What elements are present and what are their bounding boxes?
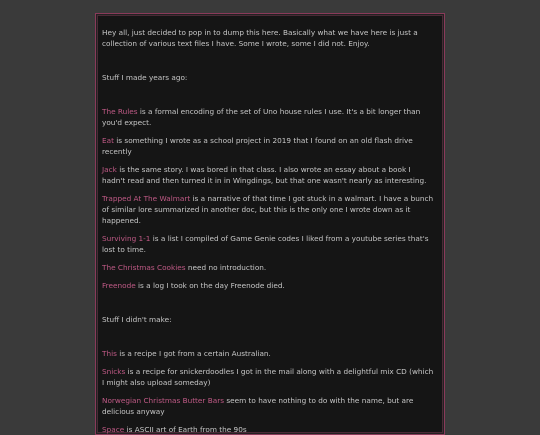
item-description: is ASCII art of Earth from the 90s bbox=[124, 425, 247, 434]
link-space[interactable]: Space bbox=[102, 425, 125, 434]
list-item bbox=[102, 135, 436, 157]
link-the-christmas-cookies[interactable]: The Christmas Cookies bbox=[102, 263, 186, 272]
item-description: is a recipe I got from a certain Australian. bbox=[116, 349, 271, 358]
intro-paragraph: Hey all, just decided to pop in to dump this here. Basically what we have here is just a collection of various text files I have. Some I wrote, some I did not. Enjoy. bbox=[102, 28, 418, 48]
item-description: is a formal encoding of the set of Uno house rules I use. It's a bit longer than you'd expect. bbox=[102, 107, 421, 127]
item-description: is a log I took on the day Freenode died. bbox=[135, 281, 285, 290]
item-description: seem to have nothing to do with the name, but are delicious anyway bbox=[102, 396, 414, 416]
list-item bbox=[102, 424, 436, 435]
list-item bbox=[102, 395, 436, 417]
list-item bbox=[102, 366, 436, 388]
link-surviving-1-1[interactable]: Surviving 1-1 bbox=[102, 234, 151, 243]
item-description: need no introduction. bbox=[185, 263, 267, 272]
link-snicks[interactable]: Snicks bbox=[102, 367, 126, 376]
link-jack[interactable]: Jack bbox=[102, 165, 117, 174]
list-item bbox=[102, 348, 436, 359]
item-description: is the same story. I was bored in that class. I also wrote an essay about a book I hadn't read and then turned it in in Wingdings, but that one wasn't nearly as interesting. bbox=[102, 165, 427, 185]
section-heading-mine: Stuff I made years ago: bbox=[102, 73, 188, 82]
link-norwegian-christmas-butter-bars[interactable]: Norwegian Christmas Butter Bars bbox=[102, 396, 225, 405]
list-item bbox=[102, 262, 436, 273]
list-item bbox=[102, 193, 436, 226]
item-description: is a recipe for snickerdoodles I got in the mail along with a delightful mix CD (which I might also upload someday) bbox=[102, 367, 434, 387]
item-description: is a narrative of that time I got stuck in a walmart. I have a bunch of similar lore summarized in another doc, but this is the only one I wrote down as it happened. bbox=[102, 194, 434, 225]
section-heading-others: Stuff I didn't make: bbox=[102, 315, 172, 324]
list-item bbox=[102, 280, 436, 291]
item-description: is a list I compiled of Game Genie codes I liked from a youtube series that's lost to time. bbox=[102, 234, 429, 254]
item-description: is something I wrote as a school project in 2019 that I found on an old flash drive recently bbox=[102, 136, 413, 156]
content-panel bbox=[95, 13, 445, 435]
list-item bbox=[102, 164, 436, 186]
link-this[interactable]: This bbox=[102, 349, 117, 358]
link-the-rules[interactable]: The Rules bbox=[102, 107, 138, 116]
link-eat[interactable]: Eat bbox=[102, 136, 114, 145]
link-freenode[interactable]: Freenode bbox=[102, 281, 136, 290]
list-item bbox=[102, 233, 436, 255]
list-item bbox=[102, 106, 436, 128]
text-content bbox=[102, 27, 436, 435]
link-trapped-at-the-walmart[interactable]: Trapped At The Walmart bbox=[102, 194, 191, 203]
